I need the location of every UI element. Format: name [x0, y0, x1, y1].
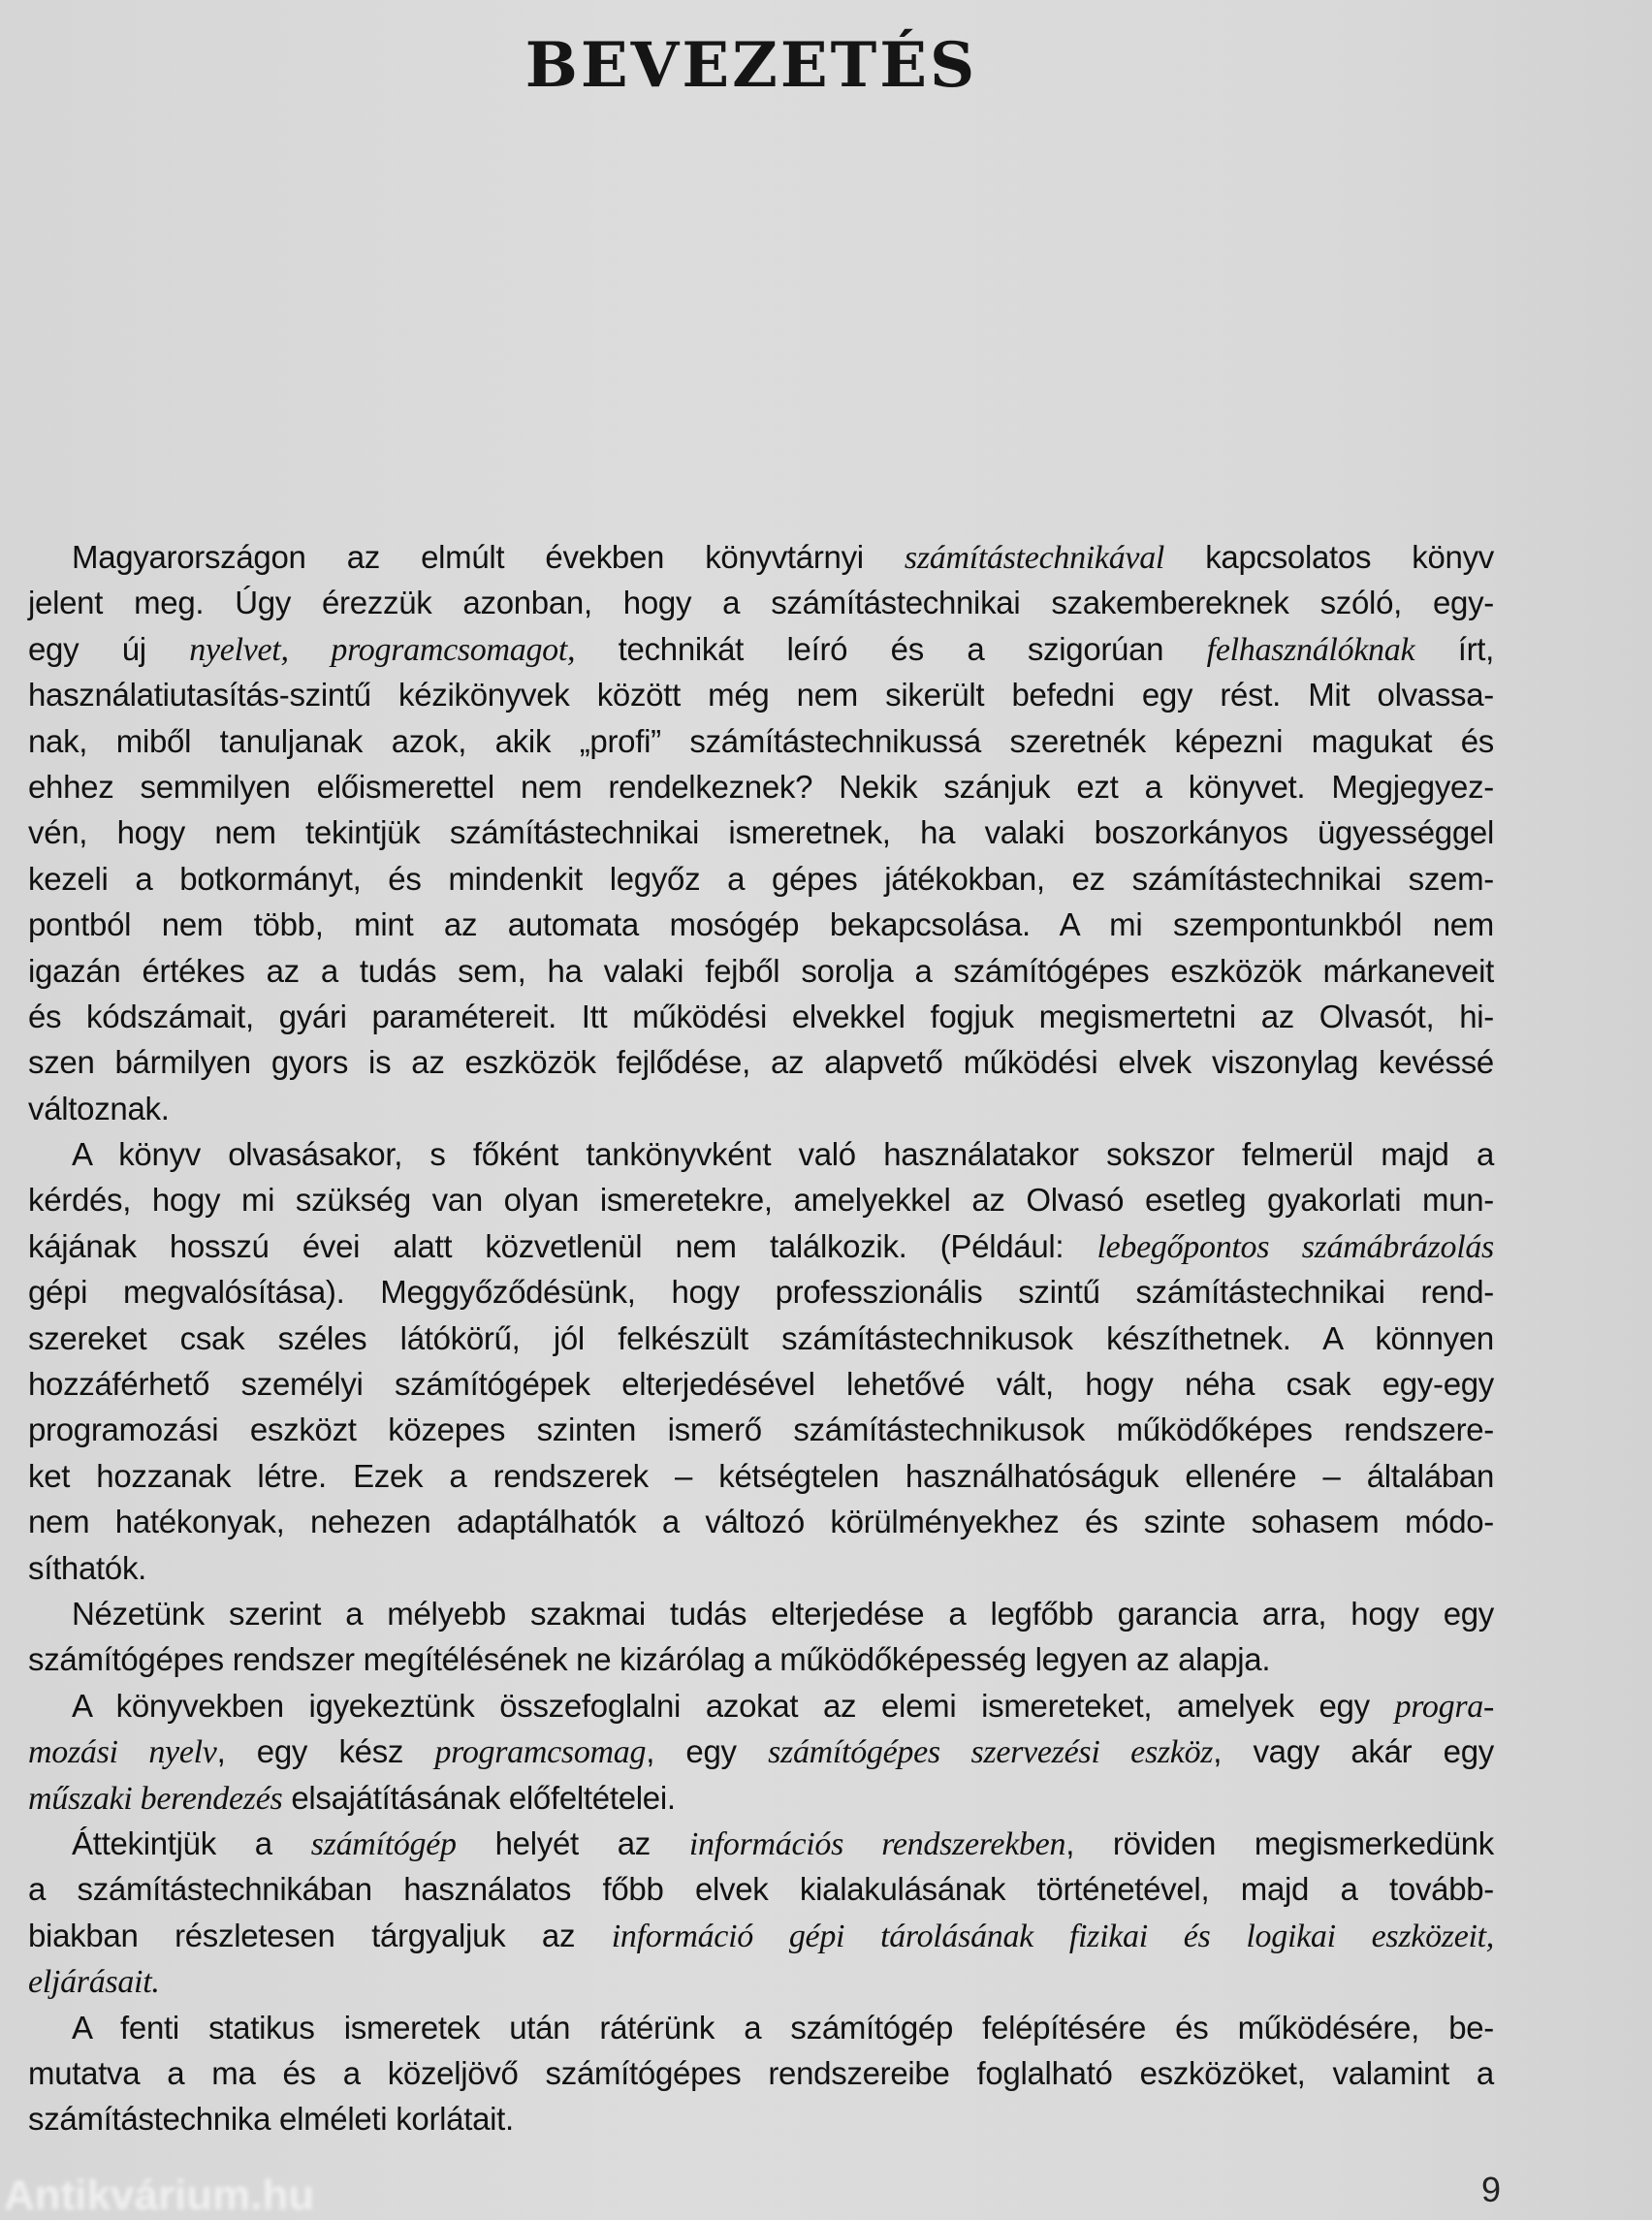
- text-run: helyét az: [456, 1824, 689, 1861]
- italic-term: információ gépi tárolásának fizikai és logikai eszközeit,: [611, 1918, 1494, 1954]
- italic-term: számítógépes szervezési eszköz: [768, 1734, 1214, 1771]
- text-run: A könyv olvasásakor, s főként tankönyvként való használatakor sokszor felmerül majd a: [72, 1136, 1494, 1173]
- text-run: jelent meg. Úgy érezzük azonban, hogy a számítástechnikai szakembereknek szóló, egy-: [28, 585, 1494, 621]
- paragraph: [28, 1131, 1494, 1591]
- text-run: elsajátításának előfeltételei.: [282, 1779, 676, 1816]
- italic-term: felhasználóknak: [1206, 631, 1415, 668]
- text-line: [28, 1866, 1494, 1912]
- text-line: [28, 1039, 1494, 1085]
- text-run: írt,: [1414, 630, 1494, 667]
- paragraph: [28, 1591, 1494, 1683]
- text-line: [28, 1728, 1494, 1774]
- text-line: [28, 580, 1494, 625]
- text-run: kájának hosszú évei alatt közvetlenül nem találkozik. (Például:: [28, 1227, 1097, 1264]
- text-run: számítógépes rendszer megítélésének ne kizárólag a működőképesség legyen az alapja.: [28, 1641, 1271, 1678]
- text-line: [28, 1821, 1494, 1866]
- italic-term: információs rendszerekben: [688, 1825, 1066, 1862]
- italic-term: számítástechnikával: [904, 540, 1165, 576]
- page-number: 9: [1481, 2170, 1502, 2209]
- text-run: kapcsolatos könyv: [1164, 539, 1494, 575]
- paragraph: [28, 1821, 1494, 2005]
- text-line: [28, 1683, 1494, 1728]
- text-line: [28, 1223, 1494, 1269]
- text-line: [28, 2005, 1494, 2050]
- text-run: biakban részletesen tárgyaljuk az: [28, 1917, 612, 1953]
- text-line: [28, 764, 1494, 809]
- text-line: [28, 809, 1494, 855]
- text-line: [28, 1499, 1494, 1544]
- text-run: szen bármilyen gyors is az eszközök fejlődése, az alapvető működési elvek viszonylag kevéssé: [28, 1044, 1494, 1081]
- text-run: technikát leíró és a szigorúan: [575, 630, 1207, 667]
- text-line: [28, 1086, 1494, 1131]
- paragraph: [28, 2005, 1494, 2142]
- text-run: a számítástechnikában használatos főbb elvek kialakulásának történetével, majd a tovább-: [28, 1871, 1494, 1908]
- text-run: , röviden megismerkedünk: [1065, 1824, 1494, 1861]
- paragraph: [28, 1683, 1494, 1821]
- text-line: [28, 948, 1494, 994]
- text-run: hozzáférhető személyi számítógépek elterjedésével lehetővé vált, hogy néha csak egy-egy: [28, 1366, 1494, 1403]
- text-run: , vagy akár egy: [1213, 1733, 1494, 1770]
- text-line: [28, 1913, 1494, 1958]
- text-run: nak, miből tanuljanak azok, akik „profi” számítástechnikussá szeretnék képezni magukat és: [28, 722, 1494, 759]
- italic-term: progra-: [1394, 1688, 1494, 1725]
- text-run: Nézetünk szerint a mélyebb szakmai tudás elterjedése a legfőbb garancia arra, hogy egy: [72, 1595, 1494, 1632]
- text-run: szereket csak széles látókörű, jól felkészült számítástechnikusok készíthetnek. A könnyen: [28, 1319, 1494, 1356]
- text-line: [28, 856, 1494, 902]
- text-run: használatiutasítás-szintű kézikönyvek között még nem sikerült befedni egy rést. Mit olvassa-: [28, 677, 1494, 714]
- text-line: [28, 1545, 1494, 1591]
- text-run: síthatók.: [28, 1549, 147, 1586]
- text-line: [28, 1361, 1494, 1407]
- text-line: [28, 534, 1494, 580]
- text-run: és kódszámait, gyári paramétereit. Itt működési elvekkel fogjuk megismertetni az Olvasót, hi-: [28, 998, 1494, 1034]
- text-line: [28, 1453, 1494, 1499]
- text-line: [28, 1591, 1494, 1636]
- text-run: mutatva a ma és a közeljövő számítógépes rendszereibe foglalható eszközöket, valamint a: [28, 2054, 1494, 2091]
- text-line: [28, 1775, 1494, 1821]
- text-line: [28, 672, 1494, 717]
- text-run: egy új: [28, 630, 190, 667]
- text-line: [28, 902, 1494, 947]
- text-line: [28, 1958, 1494, 2004]
- body-text: [28, 534, 1494, 2142]
- text-run: programozási eszközt közepes szinten ismerő számítástechnikusok működőképes rendszere-: [28, 1411, 1494, 1448]
- text-line: [28, 1636, 1494, 1682]
- text-line: [28, 2096, 1494, 2141]
- text-run: A fenti statikus ismeretek után rátérünk a számítógép felépítésére és működésére, be-: [72, 2009, 1494, 2046]
- text-run: pontból nem több, mint az automata mosógép bekapcsolása. A mi szempontunkból nem: [28, 906, 1494, 943]
- text-line: [28, 718, 1494, 764]
- text-run: nem hatékonyak, nehezen adaptálhatók a változó körülményekhez és szinte sohasem módo-: [28, 1504, 1494, 1540]
- watermark: Antikvárium.hu: [4, 2172, 315, 2219]
- text-line: [28, 994, 1494, 1039]
- text-line: [28, 626, 1494, 672]
- text-line: [28, 2050, 1494, 2096]
- chapter-title: BEVEZETÉS: [524, 29, 978, 102]
- italic-term: műszaki berendezés: [28, 1780, 283, 1817]
- text-run: kérdés, hogy mi szükség van olyan ismeretekre, amelyekkel az Olvasó esetleg gyakorlati mun-: [28, 1182, 1494, 1219]
- italic-term: nyelvet, programcsomagot,: [189, 631, 576, 668]
- text-line: [28, 1316, 1494, 1361]
- text-run: gépi megvalósítása). Meggyőződésünk, hogy professzionális szintű számítástechnikai rend-: [28, 1274, 1494, 1311]
- text-run: , egy: [646, 1733, 769, 1770]
- text-line: [28, 1407, 1494, 1452]
- text-run: kezeli a botkormányt, és mindenkit legyőz a gépes játékokban, ez számítástechnikai szem-: [28, 860, 1494, 897]
- text-run: A könyvekben igyekeztünk összefoglalni azokat az elemi ismereteket, amelyek egy: [72, 1687, 1395, 1724]
- paragraph: [28, 534, 1494, 1131]
- text-run: számítástechnika elméleti korlátait.: [28, 2101, 514, 2138]
- text-run: Magyarországon az elmúlt években könyvtárnyi: [72, 539, 905, 575]
- text-line: [28, 1131, 1494, 1177]
- italic-term: mozási nyelv: [28, 1734, 217, 1771]
- text-run: , egy kész: [216, 1733, 435, 1770]
- text-run: változnak.: [28, 1090, 170, 1126]
- text-line: [28, 1269, 1494, 1315]
- text-run: vén, hogy nem tekintjük számítástechnikai ismeretnek, ha valaki boszorkányos ügyességgel: [28, 814, 1494, 851]
- italic-term: számítógép: [310, 1825, 457, 1862]
- italic-term: lebegőpontos számábrázolás: [1096, 1228, 1494, 1265]
- italic-term: eljárásait.: [28, 1964, 160, 2001]
- text-run: ehhez semmilyen előismerettel nem rendelkeznek? Nekik szánjuk ezt a könyvet. Megjegyez-: [28, 768, 1494, 805]
- text-run: igazán értékes az a tudás sem, ha valaki fejből sorolja a számítógépes eszközök márkaneveit: [28, 952, 1494, 989]
- text-run: ket hozzanak létre. Ezek a rendszerek – kétségtelen használhatóságuk ellenére – általában: [28, 1457, 1494, 1494]
- italic-term: programcsomag: [434, 1734, 647, 1771]
- text-line: [28, 1177, 1494, 1222]
- text-run: Áttekintjük a: [72, 1824, 311, 1861]
